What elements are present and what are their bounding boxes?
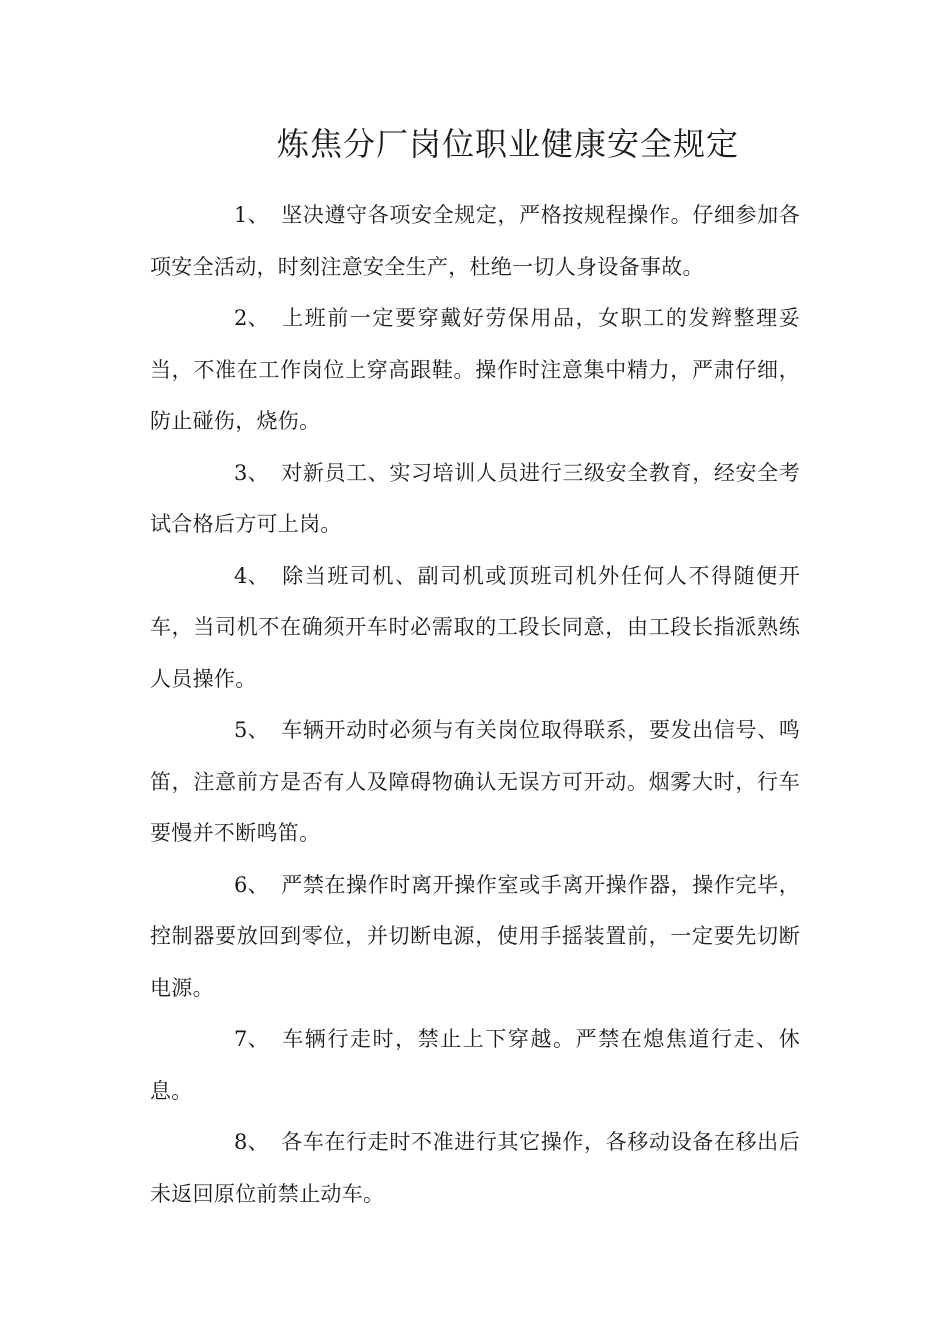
- regulation-item-2: [150, 293, 800, 448]
- item-number: 8、: [234, 1130, 269, 1154]
- regulation-item-6: [150, 860, 800, 1015]
- regulation-item-7: [150, 1014, 800, 1117]
- item-text: 各车在行走时不准进行其它操作，各移动设备在移出后未返回原位前禁止动车。: [150, 1130, 800, 1206]
- regulation-item-4: [150, 551, 800, 706]
- regulation-item-8: [150, 1117, 800, 1220]
- regulation-item-1: [150, 190, 800, 293]
- item-text: 严禁在操作时离开操作室或手离开操作器，操作完毕，控制器要放回到零位，并切断电源，使用手摇装置前，一定要先切断电源。: [150, 872, 800, 1000]
- item-text: 坚决遵守各项安全规定，严格按规程操作。仔细参加各项安全活动，时刻注意安全生产，杜绝一切人身设备事故。: [150, 203, 800, 279]
- document-title: 炼焦分厂岗位职业健康安全规定: [276, 125, 739, 163]
- item-number: 2、: [234, 306, 269, 330]
- item-number: 5、: [234, 718, 269, 742]
- item-number: 1、: [234, 203, 269, 227]
- item-number: 7、: [234, 1027, 269, 1051]
- item-number: 3、: [234, 460, 269, 485]
- item-text: 除当班司机、副司机或顶班司机外任何人不得随便开车，当司机不在确须开车时必需取的工段长同意，由工段长指派熟练人员操作。: [150, 563, 800, 691]
- item-text: 车辆行走时，禁止上下穿越。严禁在熄焦道行走、休息。: [150, 1027, 800, 1103]
- item-number: 4、: [234, 563, 269, 588]
- regulation-list: [150, 190, 800, 1220]
- item-number: 6、: [234, 872, 269, 897]
- item-text: 对新员工、实习培训人员进行三级安全教育，经安全考试合格后方可上岗。: [150, 460, 800, 536]
- regulation-item-5: [150, 705, 800, 860]
- item-text: 上班前一定要穿戴好劳保用品，女职工的发辫整理妥当，不准在工作岗位上穿高跟鞋。操作时注意集中精力，严肃仔细，防止碰伤，烧伤。: [150, 306, 800, 433]
- item-text: 车辆开动时必须与有关岗位取得联系，要发出信号、鸣笛，注意前方是否有人及障碍物确认无误方可开动。烟雾大时，行车要慢并不断鸣笛。: [150, 718, 800, 845]
- regulation-item-3: [150, 448, 800, 551]
